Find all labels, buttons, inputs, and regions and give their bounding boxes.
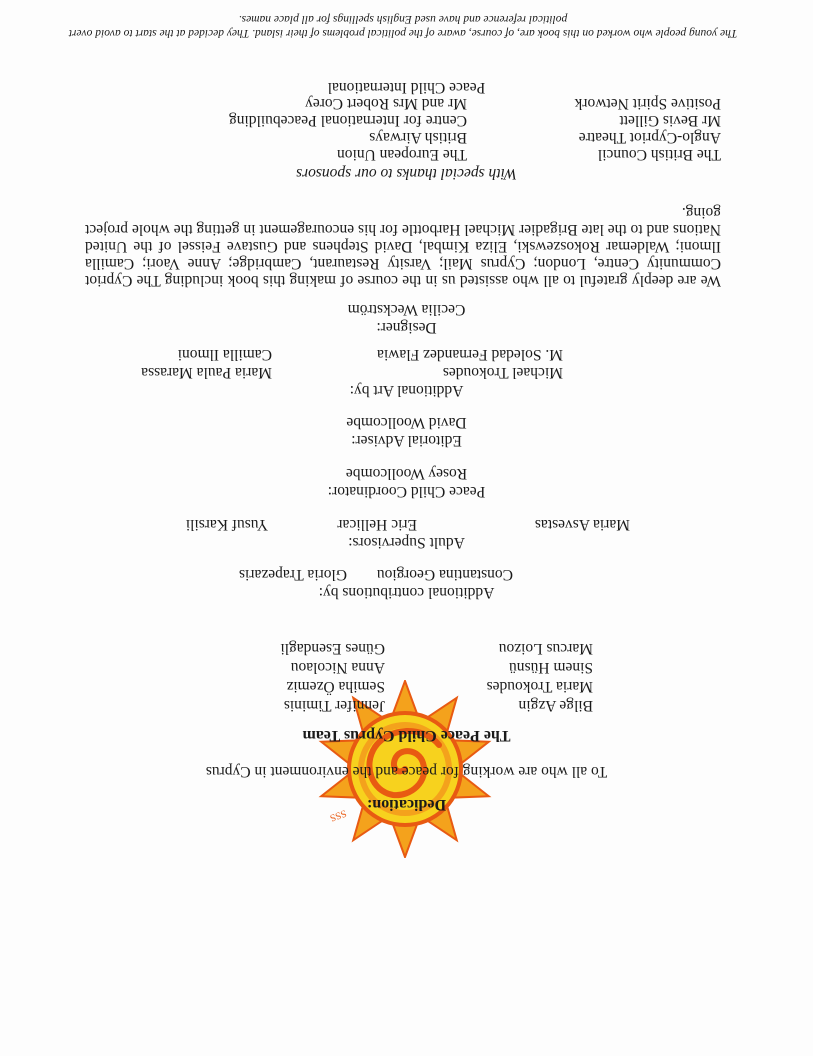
art-name: Camilla Ilmoni <box>177 346 272 363</box>
art-name: Maria Paula Marassa <box>141 364 272 381</box>
art-name: M. Soledad Fernandez Flawia <box>377 346 563 363</box>
additional-label: Additional contributions by: <box>318 584 495 601</box>
adult-name: Yusuf Karsili <box>185 516 268 533</box>
art-label: Additional Art by: <box>349 382 464 399</box>
sponsor: Anglo-Cypriot Theatre <box>578 129 721 146</box>
designer-label: Designer: <box>376 319 437 336</box>
sponsor: British Airways <box>369 129 467 146</box>
sponsor: Centre for International Peacebuilding <box>228 112 467 129</box>
adult-label: Adult Supervisors: <box>348 534 465 551</box>
sponsors-heading: With special thanks to our sponsors <box>296 165 517 182</box>
team-member: Anna Nicolaou <box>290 659 385 676</box>
sponsor: Mr Bevis Gillett <box>619 112 721 129</box>
designer-name: Cecilia Weckström <box>347 301 466 318</box>
sponsor-last: Peace Child International <box>327 79 486 96</box>
additional-name: Gloria Trapezaris <box>238 566 347 583</box>
dedication-text: To all who are working for peace and the environment in Cyprus <box>205 763 608 780</box>
sponsor: The European Union <box>337 146 467 163</box>
editorial-label: Editorial Adviser: <box>351 432 462 449</box>
thanks-paragraph: We are deeply grateful to all who assisted us in the course of making this book including The Cypriot Community Centre, London; Cyprus Mail; Varsity Restaurant, Cambridge; Anne Vaori; Camilla Ilmoni; Waldemar Rokoszewski, Eliza Kimbal, David Stephens and Gustave Feissel of the United Nations and to the late Brigadier Michael Harbottle for his encouragement in getting the whole project going. <box>85 204 721 289</box>
team-member: Marcus Loizou <box>498 640 593 657</box>
team-heading: The Peace Child Cyprus Team <box>302 727 511 744</box>
sponsor: The British Council <box>597 146 721 163</box>
editorial-name: David Woollcombe <box>346 414 467 431</box>
sponsor: Positive Spirit Network <box>574 95 721 112</box>
sponsor: Mr and Mrs Robert Corey <box>305 95 467 112</box>
art-name: Michael Trokoudes <box>442 364 563 381</box>
sponsors-right <box>229 95 471 163</box>
coordinator-name: Rosey Woollcombe <box>345 465 468 482</box>
team-member: Sinem Hüsnü <box>509 659 593 676</box>
additional-name: Constantina Georgiou <box>376 566 513 583</box>
team-member: Günes Esendagli <box>280 640 385 657</box>
dedication-heading: Dedication: <box>366 796 447 813</box>
footnote: The young people who worked on this book are, of course, aware of the political problems of their island. They decided at the start to avoid overt political reference and have used English spellings for all place names. <box>68 13 738 39</box>
team-column-1 <box>487 639 593 715</box>
team-member: Bilge Azgin <box>518 697 593 714</box>
coordinator-label: Peace Child Coordinator: <box>327 483 486 500</box>
adult-name: Eric Hellicar <box>337 516 417 533</box>
sun-initials: SSS <box>328 807 348 824</box>
team-member: Semiha Özemiz <box>286 678 385 695</box>
team-member: Jennifer Timinis <box>283 697 385 714</box>
team-member: Maria Trokoudes <box>486 678 593 695</box>
sponsors-left <box>575 95 721 163</box>
adult-name: Maria Asvestas <box>534 516 630 533</box>
team-column-2 <box>280 639 385 715</box>
